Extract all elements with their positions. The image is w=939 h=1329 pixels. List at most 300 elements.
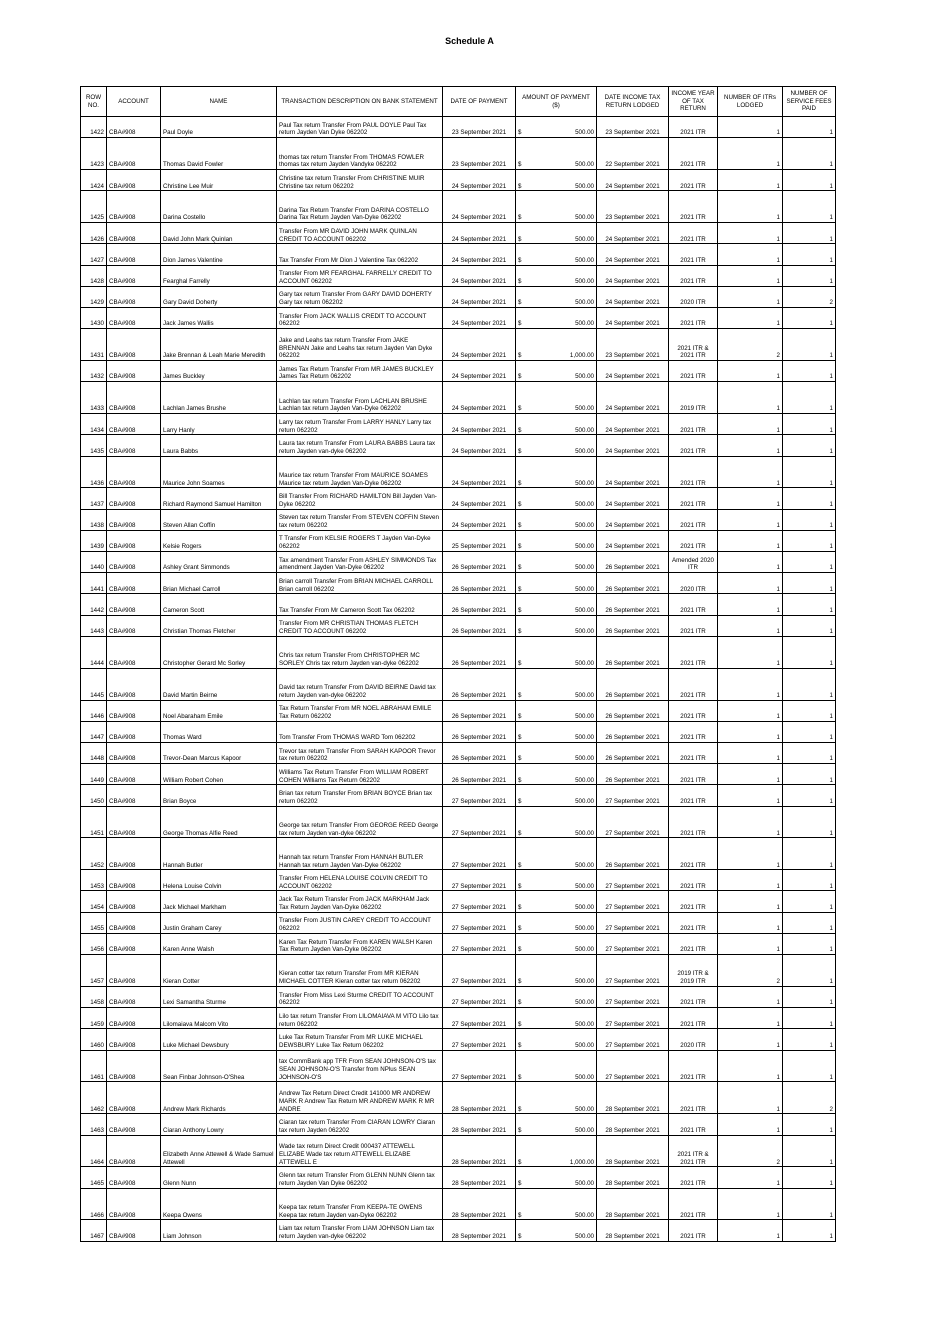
cell-amount <box>516 1188 597 1220</box>
cell-account: CBA#908 <box>107 594 161 615</box>
currency-symbol: $ <box>518 628 522 636</box>
cell-number-fees: 1 <box>783 1220 836 1241</box>
table-row <box>81 244 836 265</box>
currency-symbol: $ <box>518 712 522 720</box>
currency-symbol: $ <box>518 256 522 264</box>
cell-number-fees: 1 <box>783 1167 836 1188</box>
cell-name: Christine Lee Muir <box>161 170 277 191</box>
cell-description: Paul Tax return Transfer From PAUL DOYLE Paul Tax return Jayden Van Dyke 062202 <box>277 117 443 138</box>
amount-value: 500.00 <box>575 522 594 530</box>
cell-date-of-payment: 23 September 2021 <box>443 138 516 170</box>
cell-number-itrs: 1 <box>718 138 783 170</box>
cell-row-no: 1439 <box>81 530 107 551</box>
cell-date-of-payment: 24 September 2021 <box>443 488 516 509</box>
cell-account: CBA#908 <box>107 191 161 223</box>
cell-income-year: 2021 ITR <box>669 223 718 244</box>
schedule-table <box>80 86 836 1242</box>
cell-name: Richard Raymond Samuel Hamilton <box>161 488 277 509</box>
cell-number-itrs: 1 <box>718 1008 783 1029</box>
cell-row-no: 1433 <box>81 382 107 414</box>
cell-date-of-payment: 24 September 2021 <box>443 223 516 244</box>
cell-description: Brian carroll Transfer From BRIAN MICHAEL CARROLL Brian carroll 062202 <box>277 573 443 594</box>
cell-income-year: 2021 ITR <box>669 138 718 170</box>
cell-income-year: 2021 ITR <box>669 1114 718 1135</box>
currency-symbol: $ <box>518 585 522 593</box>
cell-row-no: 1430 <box>81 307 107 328</box>
cell-account: CBA#908 <box>107 912 161 933</box>
currency-symbol: $ <box>518 564 522 572</box>
table-row <box>81 530 836 551</box>
cell-description: Jack Tax Return Transfer From JACK MARKHAM Jack Tax Return Jayden Van-Dyke 062202 <box>277 891 443 912</box>
cell-number-itrs: 1 <box>718 1167 783 1188</box>
amount-value: 500.00 <box>575 734 594 742</box>
cell-row-no: 1455 <box>81 912 107 933</box>
cell-name: Christopher Gerard Mc Sorley <box>161 636 277 668</box>
amount-value: 500.00 <box>575 278 594 285</box>
cell-account: CBA#908 <box>107 1082 161 1114</box>
cell-number-itrs: 2 <box>718 1135 783 1167</box>
amount-value: 500.00 <box>575 946 594 954</box>
currency-symbol: $ <box>518 543 522 551</box>
currency-symbol: $ <box>518 1158 522 1166</box>
cell-date-of-payment: 26 September 2021 <box>443 615 516 636</box>
amount-value: 500.00 <box>575 776 594 784</box>
cell-number-fees: 1 <box>783 1029 836 1050</box>
cell-date-of-payment: 27 September 2021 <box>443 955 516 987</box>
cell-row-no: 1463 <box>81 1114 107 1135</box>
cell-date-lodged: 24 September 2021 <box>597 509 669 530</box>
cell-amount <box>516 986 597 1007</box>
amount-value: 500.00 <box>575 1105 594 1113</box>
cell-description: Steven tax return Transfer From STEVEN COFFIN Steven tax return 062202 <box>277 509 443 530</box>
cell-account: CBA#908 <box>107 117 161 138</box>
cell-number-itrs: 1 <box>718 509 783 530</box>
cell-account: CBA#908 <box>107 223 161 244</box>
currency-symbol: $ <box>518 522 522 530</box>
amount-value: 1,000.00 <box>569 352 594 360</box>
cell-number-itrs: 1 <box>718 1188 783 1220</box>
cell-date-of-payment: 25 September 2021 <box>443 530 516 551</box>
amount-value: 500.00 <box>575 585 594 593</box>
cell-name: Keepa Owens <box>161 1188 277 1220</box>
cell-number-fees: 1 <box>783 1008 836 1029</box>
cell-account: CBA#908 <box>107 838 161 870</box>
cell-date-of-payment: 27 September 2021 <box>443 1050 516 1082</box>
header-transaction-description: TRANSACTION DESCRIPTION ON BANK STATEMENT <box>277 87 443 117</box>
cell-income-year: 2021 ITR <box>669 785 718 806</box>
cell-account: CBA#908 <box>107 668 161 700</box>
cell-name: Dion James Valentine <box>161 244 277 265</box>
table-row <box>81 721 836 742</box>
cell-date-of-payment: 24 September 2021 <box>443 456 516 488</box>
cell-number-fees: 1 <box>783 785 836 806</box>
cell-row-no: 1435 <box>81 435 107 456</box>
cell-income-year: 2021 ITR <box>669 488 718 509</box>
cell-amount <box>516 1082 597 1114</box>
cell-amount <box>516 668 597 700</box>
cell-amount <box>516 414 597 435</box>
cell-date-lodged: 28 September 2021 <box>597 1082 669 1114</box>
cell-date-of-payment: 24 September 2021 <box>443 191 516 223</box>
cell-number-fees: 1 <box>783 838 836 870</box>
cell-account: CBA#908 <box>107 636 161 668</box>
cell-date-of-payment: 24 September 2021 <box>443 509 516 530</box>
cell-date-of-payment: 28 September 2021 <box>443 1167 516 1188</box>
cell-amount <box>516 265 597 286</box>
cell-account: CBA#908 <box>107 456 161 488</box>
cell-income-year: 2021 ITR <box>669 1050 718 1082</box>
cell-row-no: 1462 <box>81 1082 107 1114</box>
currency-symbol: $ <box>518 755 522 763</box>
table-row <box>81 912 836 933</box>
amount-value: 500.00 <box>575 299 594 307</box>
currency-symbol: $ <box>518 235 522 243</box>
cell-number-fees: 1 <box>783 636 836 668</box>
currency-symbol: $ <box>518 659 522 667</box>
table-row <box>81 615 836 636</box>
cell-date-of-payment: 26 September 2021 <box>443 700 516 721</box>
cell-income-year: 2021 ITR <box>669 764 718 785</box>
cell-number-itrs: 1 <box>718 307 783 328</box>
cell-income-year: Amended 2020 ITR <box>669 551 718 572</box>
cell-income-year: 2021 ITR <box>669 1167 718 1188</box>
cell-name: Elizabeth Anne Attewell & Wade Samuel Attewell <box>161 1135 277 1167</box>
amount-value: 500.00 <box>575 691 594 699</box>
cell-description: Hannah tax return Transfer From HANNAH BUTLER Hannah tax return Jayden Van-Dyke 062202 <box>277 838 443 870</box>
cell-row-no: 1466 <box>81 1188 107 1220</box>
cell-amount <box>516 700 597 721</box>
currency-symbol: $ <box>518 1126 522 1134</box>
cell-number-itrs: 1 <box>718 1114 783 1135</box>
cell-amount <box>516 286 597 307</box>
cell-description: Tax amendment Transfer From ASHLEY SIMMONDS Tax amendment Jayden Van-Dyke 062202 <box>277 551 443 572</box>
cell-date-of-payment: 27 September 2021 <box>443 1029 516 1050</box>
cell-row-no: 1444 <box>81 636 107 668</box>
cell-date-of-payment: 24 September 2021 <box>443 382 516 414</box>
table-row <box>81 806 836 838</box>
cell-row-no: 1441 <box>81 573 107 594</box>
cell-row-no: 1429 <box>81 286 107 307</box>
table-row <box>81 286 836 307</box>
cell-description: Glenn tax return Transfer From GLENN NUNN Glenn tax return Jayden Van Dyke 062202 <box>277 1167 443 1188</box>
cell-name: Thomas Ward <box>161 721 277 742</box>
currency-symbol: $ <box>518 606 522 614</box>
cell-amount <box>516 488 597 509</box>
cell-number-itrs: 1 <box>718 1050 783 1082</box>
cell-income-year: 2021 ITR <box>669 636 718 668</box>
cell-number-itrs: 2 <box>718 329 783 361</box>
page-title: Schedule A <box>445 36 494 46</box>
cell-number-itrs: 1 <box>718 488 783 509</box>
amount-value: 500.00 <box>575 882 594 890</box>
cell-name: Larry Hanly <box>161 414 277 435</box>
cell-number-itrs: 1 <box>718 764 783 785</box>
table-row <box>81 414 836 435</box>
cell-amount <box>516 1135 597 1167</box>
cell-description: Tax Return Transfer From MR NOEL ABRAHAM EMILE Tax Return 062202 <box>277 700 443 721</box>
cell-name: Lexi Samantha Sturme <box>161 986 277 1007</box>
cell-name: Brian Michael Carroll <box>161 573 277 594</box>
cell-amount <box>516 742 597 763</box>
table-row <box>81 1050 836 1082</box>
amount-value: 500.00 <box>575 214 594 222</box>
cell-description: Transfer From Miss Lexi Sturme CREDIT TO ACCOUNT 062202 <box>277 986 443 1007</box>
table-row <box>81 265 836 286</box>
table-row <box>81 668 836 700</box>
cell-amount <box>516 244 597 265</box>
amount-value: 500.00 <box>575 543 594 551</box>
cell-row-no: 1428 <box>81 265 107 286</box>
cell-date-of-payment: 24 September 2021 <box>443 435 516 456</box>
cell-description: Wade tax return Direct Credit 000437 ATTEWELL ELIZABE Wade tax return ATTEWELL ELIZABE ATTEWELL E <box>277 1135 443 1167</box>
table-row <box>81 382 836 414</box>
amount-value: 500.00 <box>575 447 594 455</box>
cell-amount <box>516 1029 597 1050</box>
cell-date-of-payment: 26 September 2021 <box>443 573 516 594</box>
currency-symbol: $ <box>518 352 522 360</box>
cell-income-year: 2021 ITR & 2021 ITR <box>669 329 718 361</box>
table-body <box>81 117 836 1242</box>
cell-date-of-payment: 24 September 2021 <box>443 244 516 265</box>
table-row <box>81 307 836 328</box>
cell-description: Bill Transfer From RICHARD HAMILTON Bill Jayden Van-Dyke 062202 <box>277 488 443 509</box>
cell-date-lodged: 27 September 2021 <box>597 785 669 806</box>
cell-number-fees: 1 <box>783 721 836 742</box>
cell-row-no: 1446 <box>81 700 107 721</box>
currency-symbol: $ <box>518 426 522 434</box>
cell-number-fees: 1 <box>783 891 836 912</box>
cell-amount <box>516 307 597 328</box>
cell-name: Noel Abaraham Emile <box>161 700 277 721</box>
cell-date-of-payment: 27 September 2021 <box>443 785 516 806</box>
cell-number-itrs: 1 <box>718 170 783 191</box>
cell-number-itrs: 1 <box>718 742 783 763</box>
cell-row-no: 1431 <box>81 329 107 361</box>
currency-symbol: $ <box>518 999 522 1007</box>
cell-date-of-payment: 28 September 2021 <box>443 1082 516 1114</box>
cell-date-lodged: 28 September 2021 <box>597 1220 669 1241</box>
currency-symbol: $ <box>518 1073 522 1081</box>
cell-row-no: 1426 <box>81 223 107 244</box>
cell-amount <box>516 138 597 170</box>
cell-row-no: 1450 <box>81 785 107 806</box>
cell-name: Darina Costello <box>161 191 277 223</box>
cell-date-of-payment: 28 September 2021 <box>443 1220 516 1241</box>
cell-description: Larry tax return Transfer From LARRY HANLY Larry tax return 062202 <box>277 414 443 435</box>
cell-number-fees: 1 <box>783 488 836 509</box>
cell-date-of-payment: 26 September 2021 <box>443 742 516 763</box>
cell-date-lodged: 24 September 2021 <box>597 456 669 488</box>
cell-date-of-payment: 23 September 2021 <box>443 117 516 138</box>
cell-number-fees: 1 <box>783 700 836 721</box>
cell-date-of-payment: 26 September 2021 <box>443 594 516 615</box>
cell-row-no: 1467 <box>81 1220 107 1241</box>
cell-amount <box>516 573 597 594</box>
cell-description: Christine tax return Transfer From CHRISTINE MUIR Christine tax return 062202 <box>277 170 443 191</box>
cell-name: George Thomas Alfie Reed <box>161 806 277 838</box>
cell-income-year: 2021 ITR <box>669 307 718 328</box>
table-row <box>81 1135 836 1167</box>
cell-description: Maurice tax return Transfer From MAURICE SOAMES Maurice tax return Jayden Van-Dyke 062202 <box>277 456 443 488</box>
cell-row-no: 1452 <box>81 838 107 870</box>
cell-row-no: 1438 <box>81 509 107 530</box>
cell-number-fees: 1 <box>783 244 836 265</box>
cell-description: Tax Transfer From Mr Cameron Scott Tax 062202 <box>277 594 443 615</box>
cell-income-year: 2021 ITR <box>669 806 718 838</box>
cell-number-fees: 1 <box>783 594 836 615</box>
currency-symbol: $ <box>518 734 522 742</box>
table-row <box>81 1029 836 1050</box>
cell-account: CBA#908 <box>107 1008 161 1029</box>
cell-name: Hannah Butler <box>161 838 277 870</box>
cell-number-itrs: 2 <box>718 955 783 987</box>
cell-name: Gary David Doherty <box>161 286 277 307</box>
cell-name: William Robert Cohen <box>161 764 277 785</box>
cell-date-of-payment: 27 September 2021 <box>443 1008 516 1029</box>
cell-date-lodged: 24 September 2021 <box>597 382 669 414</box>
cell-date-lodged: 26 September 2021 <box>597 721 669 742</box>
cell-account: CBA#908 <box>107 509 161 530</box>
amount-value: 500.00 <box>575 925 594 933</box>
table-row <box>81 329 836 361</box>
currency-symbol: $ <box>518 691 522 699</box>
cell-row-no: 1449 <box>81 764 107 785</box>
cell-date-lodged: 26 September 2021 <box>597 615 669 636</box>
cell-amount <box>516 615 597 636</box>
cell-name: Kieran Cotter <box>161 955 277 987</box>
amount-value: 500.00 <box>575 500 594 508</box>
table-row <box>81 1220 836 1241</box>
cell-account: CBA#908 <box>107 265 161 286</box>
cell-date-lodged: 24 September 2021 <box>597 170 669 191</box>
cell-number-fees: 1 <box>783 361 836 382</box>
currency-symbol: $ <box>518 1211 522 1219</box>
cell-number-itrs: 1 <box>718 933 783 954</box>
currency-symbol: $ <box>518 278 522 285</box>
cell-number-itrs: 1 <box>718 838 783 870</box>
cell-amount <box>516 912 597 933</box>
cell-income-year: 2021 ITR <box>669 456 718 488</box>
cell-name: Paul Doyle <box>161 117 277 138</box>
cell-amount <box>516 1167 597 1188</box>
cell-name: Ciaran Anthony Lowry <box>161 1114 277 1135</box>
currency-symbol: $ <box>518 1179 522 1187</box>
header-row-no: ROW NO. <box>81 87 107 117</box>
cell-row-no: 1456 <box>81 933 107 954</box>
cell-row-no: 1451 <box>81 806 107 838</box>
cell-amount <box>516 435 597 456</box>
amount-value: 500.00 <box>575 1211 594 1219</box>
table-row <box>81 170 836 191</box>
cell-number-itrs: 1 <box>718 361 783 382</box>
cell-number-fees: 1 <box>783 509 836 530</box>
cell-account: CBA#908 <box>107 307 161 328</box>
cell-row-no: 1423 <box>81 138 107 170</box>
cell-date-of-payment: 24 September 2021 <box>443 286 516 307</box>
cell-name: Steven Allan Coffin <box>161 509 277 530</box>
cell-date-lodged: 24 September 2021 <box>597 223 669 244</box>
cell-row-no: 1442 <box>81 594 107 615</box>
cell-number-itrs: 1 <box>718 1029 783 1050</box>
cell-date-lodged: 28 September 2021 <box>597 1188 669 1220</box>
cell-amount <box>516 1114 597 1135</box>
cell-date-lodged: 28 September 2021 <box>597 1167 669 1188</box>
currency-symbol: $ <box>518 903 522 911</box>
cell-name: Fearghal Farrelly <box>161 265 277 286</box>
currency-symbol: $ <box>518 978 522 986</box>
table-row <box>81 435 836 456</box>
cell-name: Luke Michael Dewsbury <box>161 1029 277 1050</box>
cell-income-year: 2021 ITR <box>669 414 718 435</box>
cell-account: CBA#908 <box>107 286 161 307</box>
header-date-of-payment: DATE OF PAYMENT <box>443 87 516 117</box>
cell-number-fees: 1 <box>783 170 836 191</box>
cell-number-fees: 1 <box>783 414 836 435</box>
cell-name: Ashley Grant Simmonds <box>161 551 277 572</box>
cell-income-year: 2021 ITR <box>669 265 718 286</box>
table-row <box>81 742 836 763</box>
cell-date-of-payment: 24 September 2021 <box>443 170 516 191</box>
cell-row-no: 1427 <box>81 244 107 265</box>
cell-number-fees: 1 <box>783 223 836 244</box>
cell-description: Ciaran tax return Transfer From CIARAN LOWRY Ciaran tax return Jayden 062202 <box>277 1114 443 1135</box>
cell-name: Trevor-Dean Marcus Kapoor <box>161 742 277 763</box>
currency-symbol: $ <box>518 861 522 869</box>
cell-row-no: 1448 <box>81 742 107 763</box>
cell-row-no: 1424 <box>81 170 107 191</box>
cell-amount <box>516 764 597 785</box>
cell-row-no: 1425 <box>81 191 107 223</box>
cell-amount <box>516 456 597 488</box>
cell-name: James Buckley <box>161 361 277 382</box>
cell-number-fees: 1 <box>783 117 836 138</box>
cell-number-itrs: 1 <box>718 456 783 488</box>
cell-date-of-payment: 27 September 2021 <box>443 891 516 912</box>
amount-value: 500.00 <box>575 405 594 413</box>
cell-number-fees: 1 <box>783 742 836 763</box>
cell-date-of-payment: 27 September 2021 <box>443 986 516 1007</box>
cell-description: Liam tax return Transfer From LIAM JOHNSON Liam tax return Jayden van-dyke 062202 <box>277 1220 443 1241</box>
cell-income-year: 2021 ITR <box>669 435 718 456</box>
cell-account: CBA#908 <box>107 1029 161 1050</box>
cell-income-year: 2021 ITR <box>669 668 718 700</box>
cell-amount <box>516 1008 597 1029</box>
cell-name: Laura Babbs <box>161 435 277 456</box>
cell-name: Jack Michael Markham <box>161 891 277 912</box>
cell-account: CBA#908 <box>107 891 161 912</box>
cell-description: Transfer From MR CHRISTIAN THOMAS FLETCH CREDIT TO ACCOUNT 062202 <box>277 615 443 636</box>
cell-date-of-payment: 26 September 2021 <box>443 721 516 742</box>
cell-date-lodged: 24 September 2021 <box>597 307 669 328</box>
cell-date-lodged: 26 September 2021 <box>597 551 669 572</box>
cell-number-itrs: 1 <box>718 191 783 223</box>
amount-value: 500.00 <box>575 999 594 1007</box>
cell-description: Tom Transfer From THOMAS WARD Tom 062202 <box>277 721 443 742</box>
cell-date-of-payment: 27 September 2021 <box>443 870 516 891</box>
cell-date-lodged: 24 September 2021 <box>597 361 669 382</box>
cell-row-no: 1436 <box>81 456 107 488</box>
cell-description: Transfer From MR DAVID JOHN MARK QUINLAN CREDIT TO ACCOUNT 062202 <box>277 223 443 244</box>
cell-date-lodged: 26 September 2021 <box>597 742 669 763</box>
cell-income-year: 2021 ITR <box>669 361 718 382</box>
cell-description: David tax return Transfer From DAVID BEIRNE David tax return Jayden van-dyke 062202 <box>277 668 443 700</box>
cell-number-fees: 2 <box>783 1082 836 1114</box>
header-date-lodged: DATE INCOME TAX RETURN LODGED <box>597 87 669 117</box>
table-row <box>81 1114 836 1135</box>
cell-date-of-payment: 24 September 2021 <box>443 307 516 328</box>
cell-income-year: 2021 ITR <box>669 509 718 530</box>
header-account: ACCOUNT <box>107 87 161 117</box>
